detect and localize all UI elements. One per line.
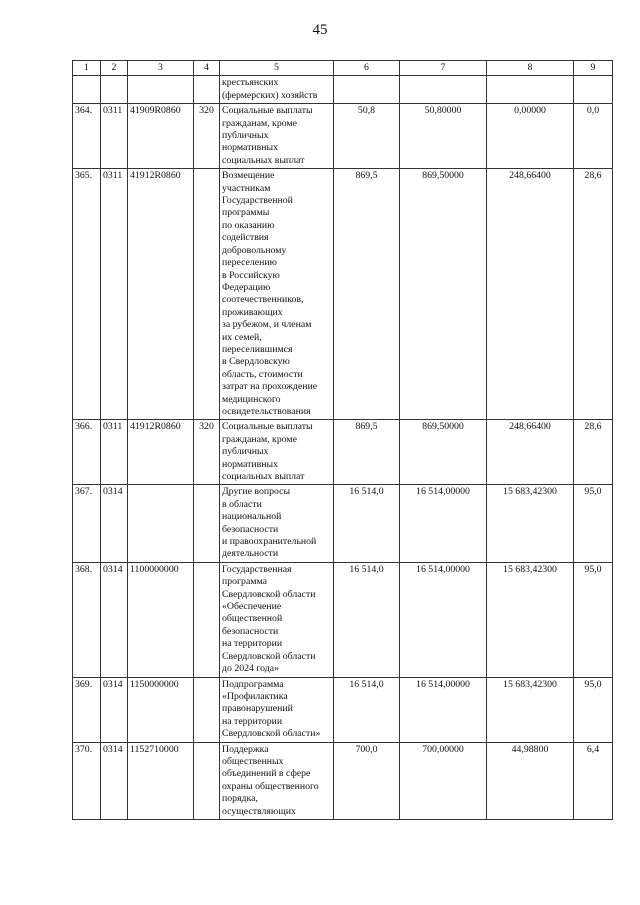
table-row <box>73 169 613 420</box>
page-number: 45 <box>312 22 328 38</box>
execution-percent: 28,6 <box>574 420 613 485</box>
text-line: нормативных <box>222 458 278 470</box>
refined-amount: 16 514,00000 <box>400 562 487 677</box>
text-line: участникам <box>222 182 271 194</box>
budget-table <box>72 60 613 820</box>
text-line: Другие вопросы <box>222 486 291 498</box>
text-line: за рубежом, и членам <box>222 319 312 331</box>
executed-amount: 15 683,42300 <box>487 562 574 677</box>
item-name <box>220 104 334 169</box>
text-line: гражданам, кроме <box>222 433 297 445</box>
execution-percent: 95,0 <box>574 485 613 562</box>
refined-amount: 16 514,00000 <box>400 677 487 742</box>
row-number: 366. <box>73 420 101 485</box>
row-number: 368. <box>73 562 101 677</box>
section-code: 0314 <box>101 562 128 677</box>
item-name <box>220 562 334 677</box>
text-line: проживающих <box>222 306 283 318</box>
table-row <box>73 562 613 677</box>
executed-amount: 15 683,42300 <box>487 677 574 742</box>
refined-amount: 16 514,00000 <box>400 485 487 562</box>
executed-amount: 0,00000 <box>487 104 574 169</box>
section-code: 0314 <box>101 485 128 562</box>
expense-type: 320 <box>194 420 220 485</box>
planned-amount: 50,8 <box>334 104 400 169</box>
expense-type <box>194 677 220 742</box>
executed-amount: 15 683,42300 <box>487 485 574 562</box>
planned-amount: 16 514,0 <box>334 562 400 677</box>
item-name <box>220 485 334 562</box>
text-line: по оказанию <box>222 219 275 231</box>
planned-amount: 869,5 <box>334 169 400 420</box>
target-code: 41912R0860 <box>128 420 194 485</box>
text-line: затрат на прохождение <box>222 381 318 393</box>
text-line: социальных выплат <box>222 471 305 482</box>
text-line: переселению <box>222 257 277 269</box>
text-line: безопасности <box>222 625 279 637</box>
expense-type <box>194 742 220 819</box>
row-number: 365. <box>73 169 101 420</box>
header-cell: 7 <box>400 61 487 76</box>
text-line: Возмещение <box>222 170 275 182</box>
text-line: крестьянских <box>222 77 279 89</box>
section-code: 0311 <box>101 169 128 420</box>
table-row <box>73 420 613 485</box>
text-line: Государственная <box>222 563 292 575</box>
target-code: 1100000000 <box>128 562 194 677</box>
execution-percent: 6,4 <box>574 742 613 819</box>
item-name <box>220 420 334 485</box>
header-cell: 3 <box>128 61 194 76</box>
text-line: охраны общественного <box>222 780 319 792</box>
row-number: 367. <box>73 485 101 562</box>
text-line: на территории <box>222 715 283 727</box>
text-line: на территории <box>222 638 283 650</box>
execution-percent: 95,0 <box>574 562 613 677</box>
execution-percent: 0,0 <box>574 104 613 169</box>
header-cell: 2 <box>101 61 128 76</box>
text-line: Свердловской области <box>222 588 316 600</box>
text-line: порядка, <box>222 793 258 805</box>
text-line: (фермерских) хозяйств <box>222 89 318 101</box>
text-line: Федерацию <box>222 281 271 293</box>
continuation-text <box>220 76 334 104</box>
header-cell: 9 <box>574 61 613 76</box>
expense-type <box>194 562 220 677</box>
refined-amount: 869,50000 <box>400 420 487 485</box>
text-line: соотечественников, <box>222 294 304 306</box>
text-line: программы <box>222 207 270 219</box>
section-code: 0311 <box>101 104 128 169</box>
row-number: 369. <box>73 677 101 742</box>
text-line: публичных <box>222 446 269 458</box>
target-code: 41909R0860 <box>128 104 194 169</box>
planned-amount: 869,5 <box>334 420 400 485</box>
text-line: Государственной <box>222 195 293 207</box>
text-line: добровольному <box>222 244 287 256</box>
text-line: и правоохранительной <box>222 536 317 548</box>
table-row <box>73 104 613 169</box>
section-code: 0314 <box>101 742 128 819</box>
text-line: в Свердловскую <box>222 356 290 368</box>
table-row <box>73 485 613 562</box>
row-number: 364. <box>73 104 101 169</box>
text-line: осуществляющих <box>222 805 296 817</box>
text-line: медицинского <box>222 393 281 405</box>
text-line: национальной <box>222 511 282 523</box>
planned-amount: 700,0 <box>334 742 400 819</box>
text-line: их семей, <box>222 331 262 343</box>
execution-percent: 28,6 <box>574 169 613 420</box>
text-line: гражданам, кроме <box>222 117 297 129</box>
section-code: 0311 <box>101 420 128 485</box>
header-cell: 5 <box>220 61 334 76</box>
planned-amount: 16 514,0 <box>334 485 400 562</box>
header-cell: 6 <box>334 61 400 76</box>
expense-type <box>194 485 220 562</box>
text-line: правонарушений <box>222 703 293 715</box>
text-line: содействия <box>222 232 269 244</box>
expense-type <box>194 169 220 420</box>
item-name <box>220 742 334 819</box>
execution-percent: 95,0 <box>574 677 613 742</box>
refined-amount: 50,80000 <box>400 104 487 169</box>
text-line: переселившимся <box>222 343 293 355</box>
refined-amount: 869,50000 <box>400 169 487 420</box>
target-code: 1150000000 <box>128 677 194 742</box>
text-line: в Российскую <box>222 269 280 281</box>
table-row <box>73 742 613 819</box>
text-line: объединений в сфере <box>222 768 311 780</box>
row-number: 370. <box>73 742 101 819</box>
target-code: 1152710000 <box>128 742 194 819</box>
executed-amount: 44,98800 <box>487 742 574 819</box>
text-line: безопасности <box>222 523 279 535</box>
text-line: «Профилактика <box>222 690 288 702</box>
item-name <box>220 677 334 742</box>
text-line: общественных <box>222 755 284 767</box>
text-line: нормативных <box>222 142 278 154</box>
text-line: социальных выплат <box>222 154 305 166</box>
target-code: 41912R0860 <box>128 169 194 420</box>
text-line: область, стоимости <box>222 368 303 380</box>
text-line: Свердловской области» <box>222 728 321 740</box>
planned-amount: 16 514,0 <box>334 677 400 742</box>
text-line: публичных <box>222 130 269 142</box>
text-line: Подпрограмма <box>222 678 284 690</box>
section-code: 0314 <box>101 677 128 742</box>
header-cell: 4 <box>194 61 220 76</box>
text-line: программа <box>222 576 267 588</box>
text-line: до 2024 года» <box>222 663 279 675</box>
text-line: общественной <box>222 613 283 625</box>
text-line: Социальные выплаты <box>222 105 313 117</box>
text-line: Социальные выплаты <box>222 421 313 433</box>
table-row <box>73 677 613 742</box>
text-line: Поддержка <box>222 743 269 755</box>
text-line: деятельности <box>222 548 279 560</box>
text-line: в области <box>222 498 262 510</box>
header-row <box>73 61 613 76</box>
target-code <box>128 485 194 562</box>
continuation-row <box>73 76 613 104</box>
header-cell: 1 <box>73 61 101 76</box>
executed-amount: 248,66400 <box>487 169 574 420</box>
expense-type: 320 <box>194 104 220 169</box>
refined-amount: 700,00000 <box>400 742 487 819</box>
header-cell: 8 <box>487 61 574 76</box>
executed-amount: 248,66400 <box>487 420 574 485</box>
text-line: освидетельствования <box>222 405 311 417</box>
text-line: Свердловской области <box>222 650 316 662</box>
text-line: «Обеспечение <box>222 601 282 613</box>
item-name <box>220 169 334 420</box>
